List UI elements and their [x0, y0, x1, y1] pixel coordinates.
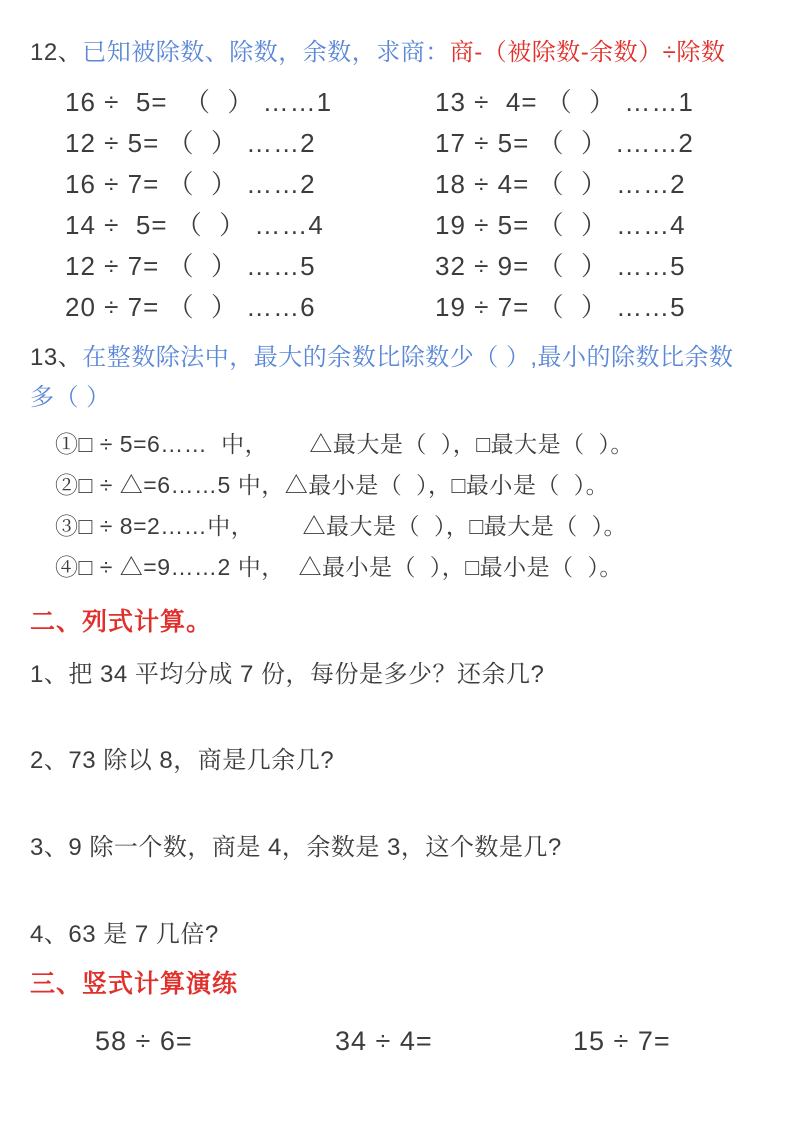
division-problem: 16 ÷ 5= （ ） ……1 — [65, 87, 333, 117]
division-problem: 19 ÷ 5= （ ） ……4 — [435, 210, 686, 240]
division-problems-grid — [30, 82, 769, 328]
division-problem: 19 ÷ 7= （ ） ……5 — [435, 292, 686, 322]
vertical-problem: 15 ÷ 7= — [573, 1026, 671, 1056]
question-12-prompt: 已知被除数、除数，余数，求商： — [82, 39, 450, 66]
question-12-formula: 商-（被除数-余数）÷除数 — [449, 39, 726, 66]
question-12-number: 12、 — [30, 39, 83, 66]
division-problem: 17 ÷ 5= （ ） .……2 — [435, 128, 694, 158]
question-13-number: 13、 — [30, 344, 83, 371]
division-problem: 32 ÷ 9= （ ） ……5 — [435, 251, 686, 281]
question-13-subitem: ②□ ÷ △=6……5 中，△最小是（ ），□最小是（ ）。 — [55, 472, 610, 498]
section-3-title: 三、竖式计算演练 — [30, 970, 239, 998]
word-problem-2: 2、73 除以 8，商是几余几? — [30, 747, 335, 774]
question-13-text — [30, 338, 769, 418]
question-13-subitem: ③□ ÷ 8=2……中， △最大是（ ），□最大是（ ）。 — [55, 513, 627, 539]
vertical-calculation-row — [30, 1026, 769, 1057]
division-problem: 12 ÷ 5= （ ） ……2 — [65, 128, 316, 158]
word-problem-1: 1、把 34 平均分成 7 份，每份是多少？还余几? — [30, 661, 545, 688]
division-problem: 20 ÷ 7= （ ） ……6 — [65, 292, 316, 322]
division-problem: 13 ÷ 4= （ ） ……1 — [435, 87, 694, 117]
vertical-problem: 58 ÷ 6= — [95, 1026, 193, 1056]
division-problem: 18 ÷ 4= （ ） ……2 — [435, 169, 686, 199]
question-13-line1: 在整数除法中，最大的余数比除数少（ ）,最小的除数比余数 — [82, 344, 734, 371]
word-problem-3: 3、9 除一个数，商是 4，余数是 3，这个数是几? — [30, 834, 562, 861]
question-12-header — [30, 38, 769, 68]
division-problem: 12 ÷ 7= （ ） ……5 — [65, 251, 316, 281]
section-2-title: 二、列式计算。 — [30, 608, 213, 636]
question-13-subitems — [30, 424, 769, 588]
question-13-line2: 多（ ） — [30, 384, 111, 411]
division-problem: 14 ÷ 5= （ ） ……4 — [65, 210, 324, 240]
word-problem-4: 4、63 是 7 几倍? — [30, 921, 219, 948]
question-13-subitem: ④□ ÷ △=9……2 中， △最小是（ ），□最小是（ ）。 — [55, 554, 623, 580]
division-problem: 16 ÷ 7= （ ） ……2 — [65, 169, 316, 199]
question-13-subitem: ①□ ÷ 5=6…… 中， △最大是（ ），□最大是（ ）。 — [55, 431, 634, 457]
vertical-problem: 34 ÷ 4= — [335, 1026, 433, 1056]
